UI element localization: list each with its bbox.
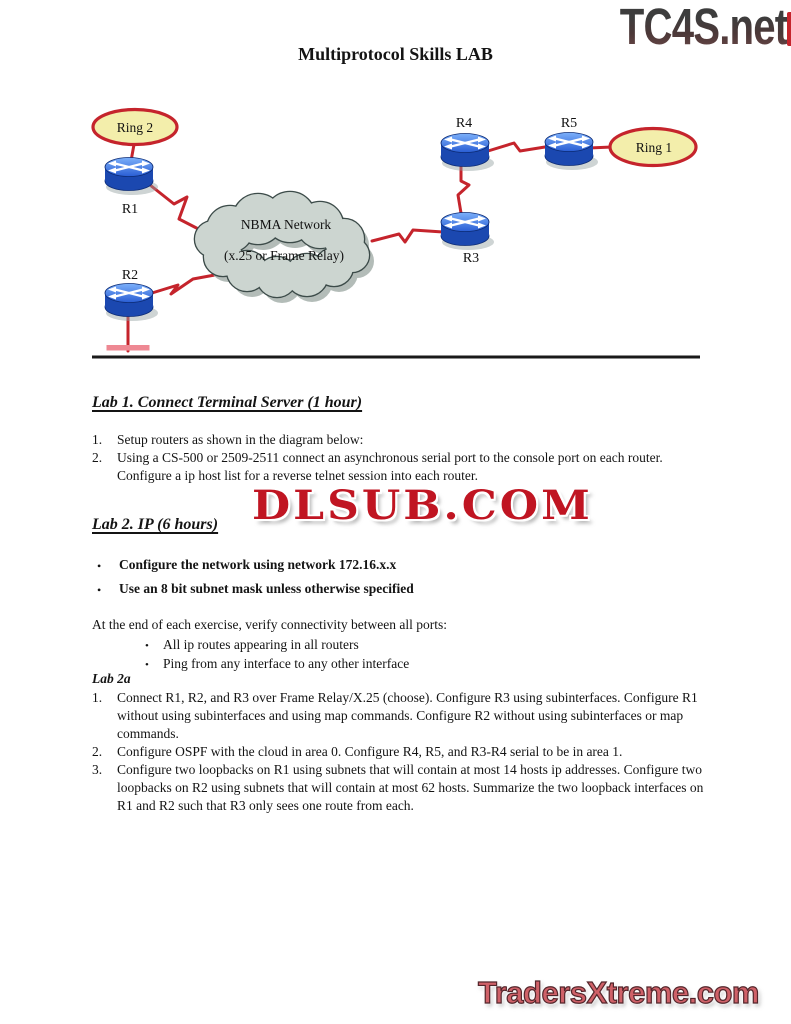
lab2-bullets [97, 556, 717, 604]
bullet-dot: • [145, 640, 149, 652]
token-ring-1 [610, 129, 696, 166]
bullet-text: Configure the network using network 172.16.x.x [119, 557, 397, 572]
bullet-text: Ping from any interface to any other interface [163, 656, 410, 671]
lab2-heading: Lab 2. IP (6 hours) [92, 516, 219, 533]
router-r4-icon [441, 134, 494, 172]
ethernet-tap-bar [107, 345, 150, 351]
bullet-item [97, 580, 717, 599]
list-item [92, 431, 717, 449]
lab1-list [92, 431, 717, 485]
page-title: Multiprotocol Skills LAB [298, 44, 493, 64]
item-text: Configure OSPF with the cloud in area 0. Configure R4, R5, and R3-R4 serial to be in area 1. [117, 744, 623, 759]
edge-red-mark [787, 12, 791, 46]
bullet-item [97, 556, 717, 575]
router-r5-icon [545, 133, 598, 171]
bullet-item [145, 636, 705, 655]
router-r3-icon [441, 213, 494, 251]
router-r4-label: R4 [455, 116, 473, 131]
router-r1-icon [105, 158, 158, 196]
list-item [92, 449, 717, 485]
lab1-heading: Lab 1. Connect Terminal Server (1 hour) [92, 394, 363, 411]
item-text: Connect R1, R2, and R3 over Frame Relay/X.25 (choose). Configure R3 using subinterfaces. Configure R1 without using subinterfaces and using map commands. Configure R2 without using subinterfaces or map commands. [117, 690, 698, 741]
ring1-label: Ring 1 [635, 140, 673, 155]
item-marker: 2. [92, 744, 103, 759]
list-item [92, 761, 747, 815]
item-marker: 1. [92, 690, 103, 705]
bullet-dot: • [97, 559, 102, 573]
token-ring-2 [93, 110, 177, 145]
lab2a-subheading: Lab 2a [92, 671, 131, 686]
verify-intro: At the end of each exercise, verify connectivity between all ports: [92, 617, 447, 632]
item-text: Setup routers as shown in the diagram below: [117, 432, 364, 447]
link-r4-r5 [488, 143, 545, 151]
ring2-label: Ring 2 [116, 120, 154, 135]
item-text: Using a CS-500 or 2509-2511 connect an asynchronous serial port to the console port on each router. Configure a ip host list for a reverse telnet session into each router. [117, 450, 663, 483]
router-r2-label: R2 [121, 268, 139, 283]
router-r1-label: R1 [121, 202, 139, 217]
bullet-dot: • [145, 659, 149, 671]
verify-bullets [145, 636, 705, 674]
dlsub-watermark: DLSUB.COM [252, 482, 593, 530]
item-marker: 1. [92, 432, 103, 447]
router-r3-label: R3 [462, 251, 480, 266]
router-r5-label: R5 [560, 116, 578, 131]
cloud-label-line1: NBMA Network [240, 217, 332, 232]
link-cloud-r3 [372, 230, 443, 242]
list-item [92, 743, 747, 761]
bullet-text: All ip routes appearing in all routers [163, 637, 359, 652]
item-marker: 3. [92, 762, 103, 777]
tradersxtreme-watermark: TradersXtreme.com [478, 975, 759, 1010]
link-r3-r4 [458, 167, 469, 213]
bullet-text: Use an 8 bit subnet mask unless otherwise specified [119, 581, 414, 596]
network-diagram [0, 95, 791, 367]
item-marker: 2. [92, 450, 103, 465]
list-item [92, 689, 747, 743]
lab2a-list [92, 689, 747, 815]
cloud-label-line2: (x.25 or Frame Relay) [224, 248, 344, 263]
tc4s-watermark: TC4S.net [619, 0, 787, 56]
bullet-item [145, 655, 705, 674]
router-r2-icon [105, 284, 158, 322]
nbma-cloud [195, 192, 374, 303]
bullet-dot: • [97, 583, 102, 597]
item-text: Configure two loopbacks on R1 using subnets that will contain at most 14 hosts ip addresses. Configure two loopbacks on R2 using subnets that will contain at most 62 hosts. Summarize the two loopback interfaces on R1 and R2 such that R3 only sees one route from each. [117, 762, 704, 813]
